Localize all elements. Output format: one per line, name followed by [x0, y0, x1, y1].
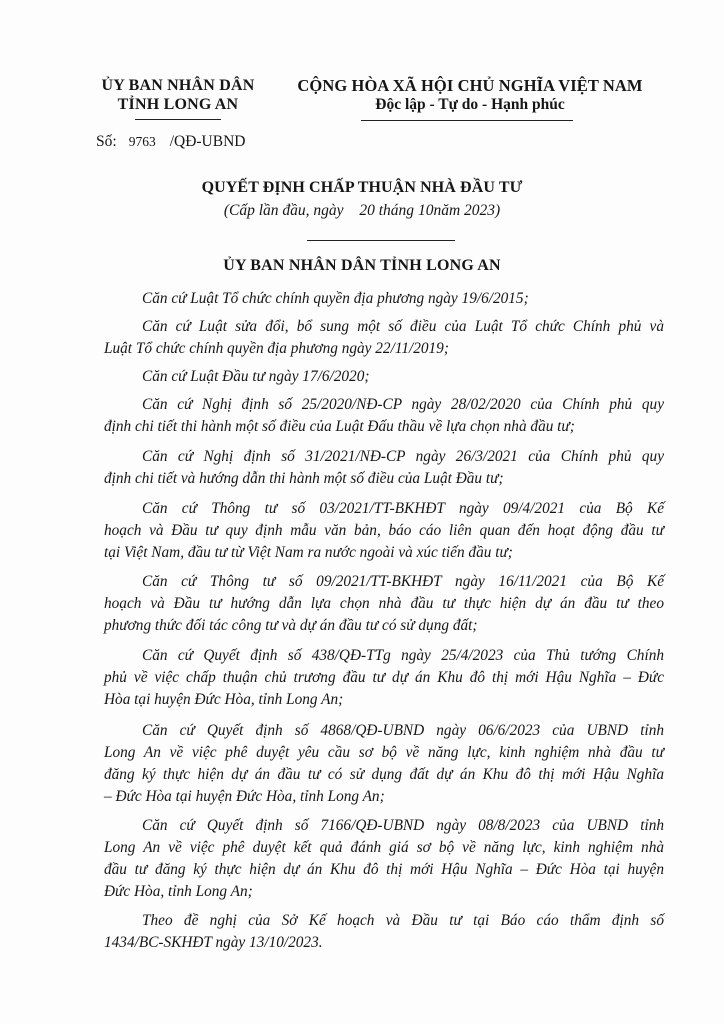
paragraph-line: hoạch và Đầu tư hướng dẫn lựa chọn nhà đầu tư thực hiện dự án đầu tư theo [104, 595, 664, 612]
paragraph-line: hoạch và Đầu tư quy định mẫu văn bản, báo cáo liên quan đến hoạt động đầu tư [104, 522, 664, 539]
paragraph-line: Căn cứ Nghị định số 31/2021/NĐ-CP ngày 26/3/2021 của Chính phủ quy [142, 448, 664, 465]
document-subtitle [0, 200, 724, 222]
paragraph-line: Theo đề nghị của Sở Kế hoạch và Đầu tư tại Báo cáo thẩm định số [142, 912, 664, 929]
document-body [104, 282, 664, 954]
paragraph-line: đầu tư đăng ký thực hiện dự án Khu đô thị mới Hậu Nghĩa – Đức Hòa tại huyện [104, 861, 664, 878]
legal-basis-paragraph [104, 446, 664, 490]
subtitle-month: 10 [417, 202, 434, 219]
paragraph-line: Căn cứ Quyết định số 7166/QĐ-UBND ngày 08/8/2023 của UBND tỉnh [142, 817, 664, 834]
paragraph-line: Căn cứ Luật Tổ chức chính quyền địa phương ngày 19/6/2015; [142, 290, 529, 307]
legal-basis-paragraph [104, 316, 664, 360]
national-heading [284, 76, 656, 115]
legal-basis-paragraph [104, 288, 664, 310]
subtitle-day: 20 [359, 202, 375, 219]
agency-line-2: TỈNH LONG AN [117, 96, 239, 113]
paragraph-line: Đức Hòa, tỉnh Long An; [104, 883, 253, 900]
paragraph-line: tại Việt Nam, đầu tư từ Việt Nam ra nước ngoài và xúc tiến đầu tư; [104, 544, 513, 561]
subtitle-year: năm 2023) [433, 202, 501, 219]
paragraph-line: đăng ký thực hiện dự án đầu tư có sử dụng đất dự án Khu đô thị mới Hậu Nghĩa [104, 766, 664, 783]
paragraph-line: Luật Tổ chức chính quyền địa phương ngày 22/11/2019; [104, 340, 449, 357]
title-underline [307, 240, 455, 241]
agency-underline [135, 119, 221, 120]
paragraph-line: phủ về việc chấp thuận chủ trương đầu tư dự án Khu đô thị mới Hậu Nghĩa – Đức [104, 669, 664, 686]
legal-basis-paragraph [104, 720, 664, 808]
authority-heading: ỦY BAN NHÂN DÂN TỈNH LONG AN [223, 257, 501, 274]
legal-basis-paragraph [104, 645, 664, 711]
document-header [0, 76, 724, 186]
paragraph-line: định chi tiết thi hành một số điều của Luật Đấu thầu về lựa chọn nhà đầu tư; [104, 418, 575, 435]
paragraph-line: Căn cứ Thông tư số 09/2021/TT-BKHĐT ngày 16/11/2021 của Bộ Kế [142, 573, 664, 590]
paragraph-line: Căn cứ Thông tư số 03/2021/TT-BKHĐT ngày 09/4/2021 của Bộ Kế [142, 500, 664, 517]
subtitle-month-label: tháng [378, 202, 415, 219]
paragraph-line: Căn cứ Luật Đầu tư ngày 17/6/2020; [142, 368, 370, 385]
number-value: 9763 [128, 134, 156, 149]
paragraph-line: Căn cứ Quyết định số 4868/QĐ-UBND ngày 06/6/2023 của UBND tỉnh [142, 722, 664, 739]
legal-basis-paragraph [104, 498, 664, 564]
paragraph-line: phương thức đối tác công tư và dự án đầu tư có sử dụng đất; [104, 617, 478, 634]
document-number [96, 133, 245, 151]
document-title: QUYẾT ĐỊNH CHẤP THUẬN NHÀ ĐẦU TƯ [201, 179, 523, 196]
legal-basis-paragraph [104, 366, 664, 388]
paragraph-line: Hòa tại huyện Đức Hòa, tỉnh Long An; [104, 691, 344, 708]
paragraph-line: Long An về việc phê duyệt yêu cầu sơ bộ về năng lực, kinh nghiệm nhà đầu tư [104, 744, 664, 761]
subtitle-prefix: (Cấp lần đầu, ngày [223, 202, 344, 219]
issuing-agency [80, 76, 276, 114]
number-label: Số: [96, 133, 117, 150]
paragraph-line: định chi tiết và hướng dẫn thi hành một số điều của Luật Đầu tư; [104, 470, 504, 487]
paragraph-line: Căn cứ Quyết định số 438/QĐ-TTg ngày 25/4/2023 của Thủ tướng Chính [142, 647, 664, 664]
paragraph-line: Căn cứ Luật sửa đổi, bổ sung một số điều của Luật Tổ chức Chính phủ và [142, 318, 664, 335]
motto-underline [361, 120, 573, 121]
legal-basis-paragraph [104, 910, 664, 954]
national-motto: Độc lập - Tự do - Hạnh phúc [375, 96, 565, 113]
paragraph-line: 1434/BC-SKHĐT ngày 13/10/2023. [104, 934, 323, 951]
legal-basis-paragraph [104, 571, 664, 637]
number-suffix: /QĐ-UBND [169, 133, 246, 150]
agency-line-1: ỦY BAN NHÂN DÂN [101, 77, 255, 94]
paragraph-line: Long An về việc phê duyệt kết quả đánh giá sơ bộ về năng lực, kinh nghiệm nhà [104, 839, 664, 856]
title-block [0, 178, 724, 222]
legal-basis-paragraph [104, 815, 664, 903]
nation-title: CỘNG HÒA XÃ HỘI CHỦ NGHĨA VIỆT NAM [297, 76, 643, 95]
legal-basis-paragraph [104, 394, 664, 438]
paragraph-line: Căn cứ Nghị định số 25/2020/NĐ-CP ngày 28/02/2020 của Chính phủ quy [142, 396, 664, 413]
paragraph-line: – Đức Hòa tại huyện Đức Hòa, tỉnh Long An; [104, 788, 385, 805]
